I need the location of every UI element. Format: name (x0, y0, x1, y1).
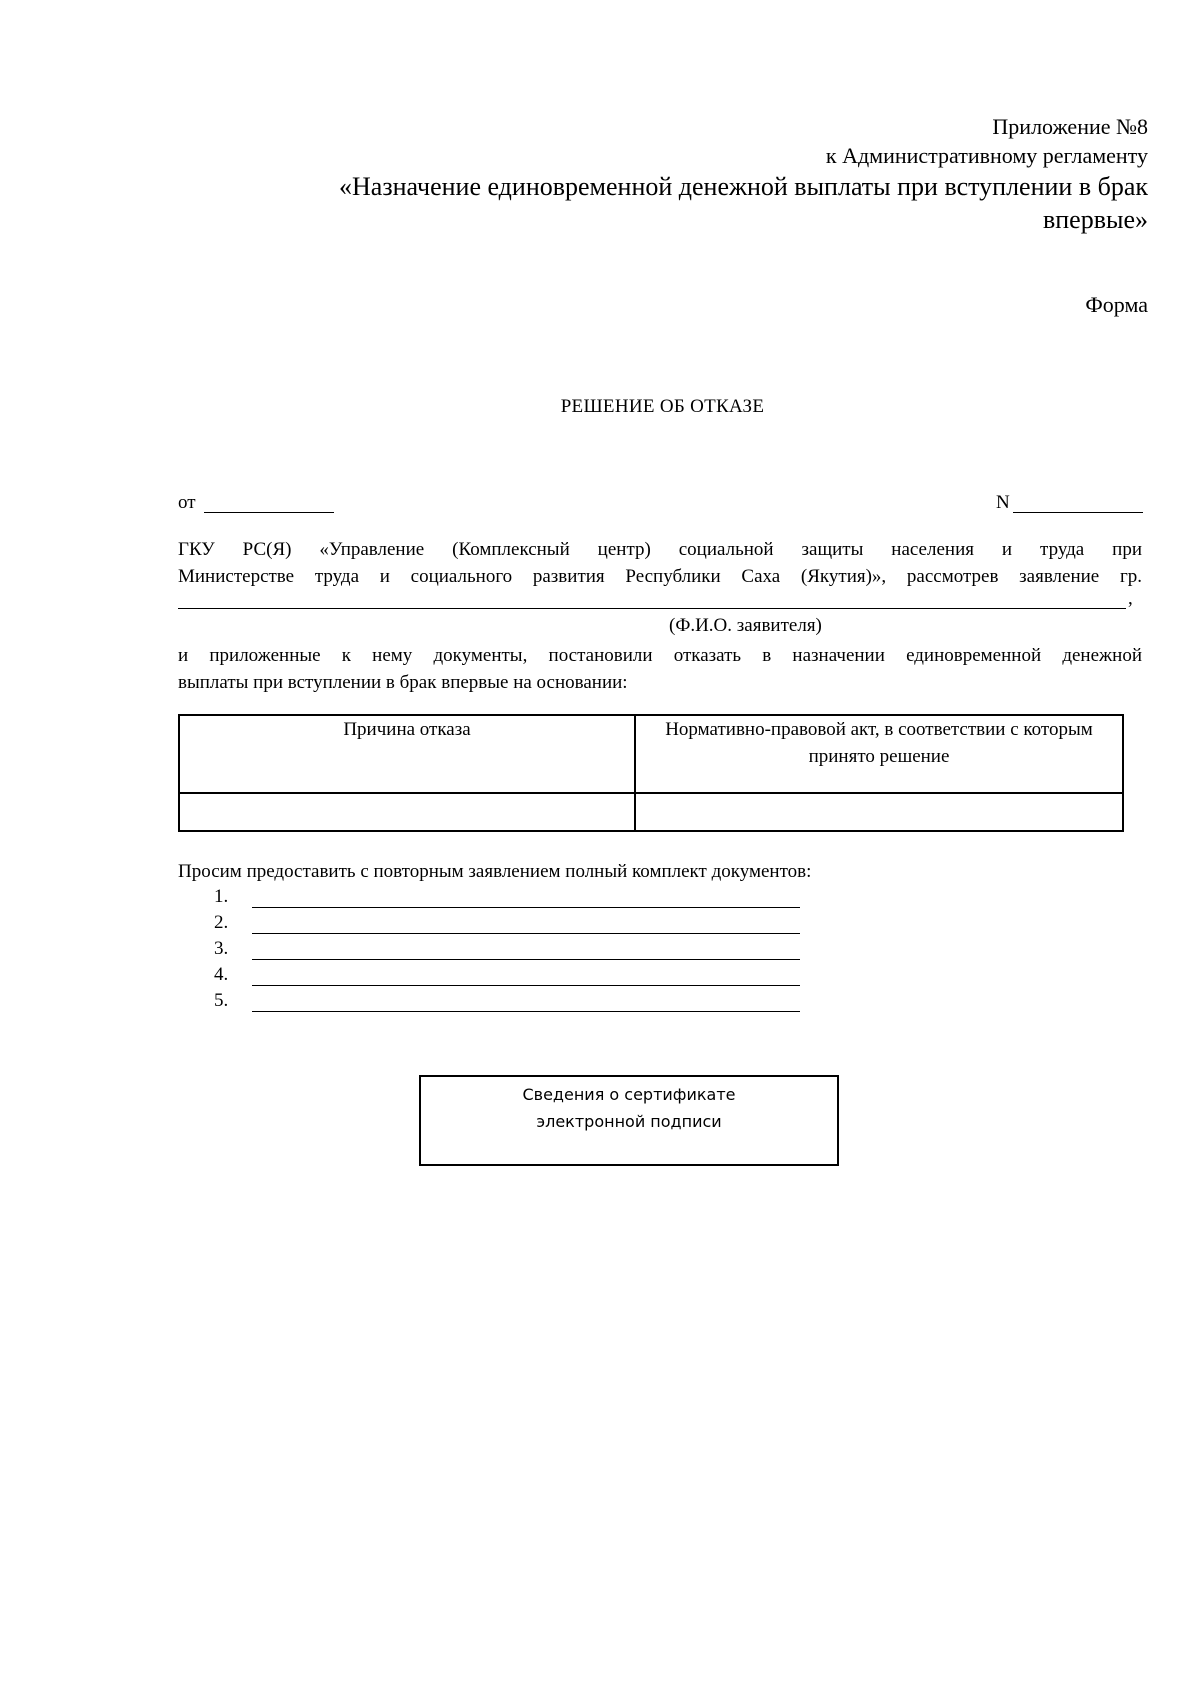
reason-header: Причина отказа (179, 715, 635, 793)
form-label: Форма (1085, 292, 1148, 317)
document-item-number: 1. (214, 886, 229, 907)
regulation-reference: к Административному регламенту (825, 143, 1148, 168)
signature-box-line-1: Сведения о сертификате (522, 1085, 736, 1104)
date-field-line[interactable] (204, 512, 334, 513)
refusal-reasons-table (178, 714, 1124, 832)
number-field-line[interactable] (1013, 512, 1143, 513)
document-item-line[interactable] (252, 907, 800, 908)
appendix-number: Приложение №8 (992, 114, 1148, 139)
number-label: N (996, 492, 1010, 513)
document-item-line[interactable] (252, 959, 800, 960)
reason-cell[interactable] (179, 793, 635, 831)
document-item-line[interactable] (252, 933, 800, 934)
applicant-name-caption: (Ф.И.О. заявителя) (669, 615, 822, 636)
signature-box-line-2: электронной подписи (536, 1112, 722, 1131)
document-item-line[interactable] (252, 1011, 800, 1012)
decision-line-2: выплаты при вступлении в брак впервые на основании: (178, 672, 628, 693)
applicant-name-comma: , (1128, 588, 1133, 609)
legal-act-cell[interactable] (635, 793, 1123, 831)
table-header-row (179, 715, 1123, 793)
service-name-line-2: впервые» (1042, 205, 1148, 234)
document-item-number: 4. (214, 964, 229, 985)
intro-line-2: Министерстве труда и социального развития Республики Саха (Якутия)», рассмотрев заявление гр. (178, 566, 1142, 587)
table-row (179, 793, 1123, 831)
decision-line-1: и приложенные к нему документы, постановили отказать в назначении единовременной денежной (178, 645, 1142, 666)
service-name-line-1: «Назначение единовременной денежной выплаты при вступлении в брак (339, 172, 1148, 201)
documents-request-text: Просим предоставить с повторным заявлением полный комплект документов: (178, 861, 812, 882)
signature-certificate-box (419, 1075, 839, 1166)
date-label: от (178, 492, 196, 513)
legal-act-header: Нормативно-правовой акт, в соответствии с которым принято решение (635, 715, 1123, 793)
document-item-number: 2. (214, 912, 229, 933)
document-title: РЕШЕНИЕ ОБ ОТКАЗЕ (560, 396, 765, 417)
document-item-number: 5. (214, 990, 229, 1011)
applicant-name-line[interactable] (178, 608, 1126, 609)
document-item-line[interactable] (252, 985, 800, 986)
document-item-number: 3. (214, 938, 229, 959)
intro-line-1: ГКУ РС(Я) «Управление (Комплексный центр) социальной защиты населения и труда при (178, 539, 1142, 560)
